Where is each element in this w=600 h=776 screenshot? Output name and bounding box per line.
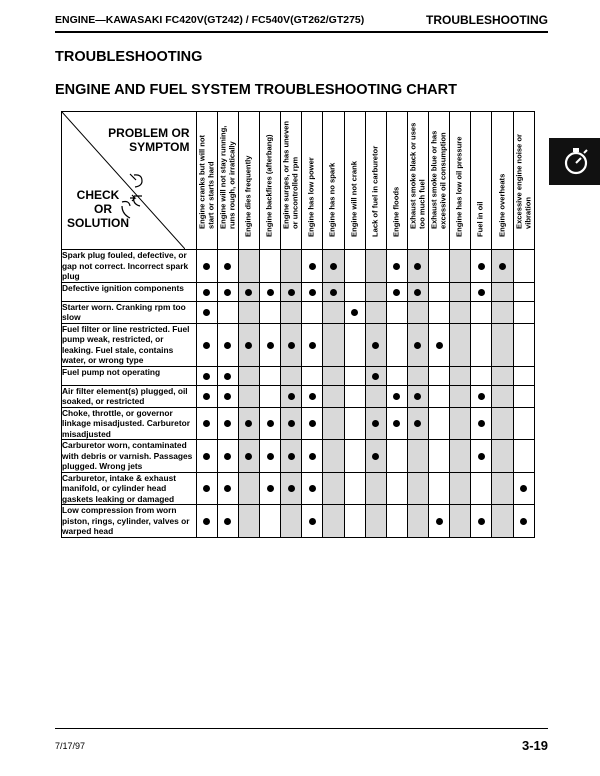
chart-cell	[365, 407, 386, 440]
chart-cell	[281, 301, 302, 323]
chart-cell	[407, 301, 428, 323]
bullet-mark	[288, 342, 295, 349]
chart-cell	[259, 472, 280, 505]
chart-cell	[323, 505, 344, 538]
bullet-mark	[267, 289, 274, 296]
chart-cell	[323, 472, 344, 505]
chart-cell	[365, 250, 386, 283]
chart-cell	[217, 301, 238, 323]
chart-cell	[513, 385, 534, 407]
chart-cell	[513, 407, 534, 440]
header-right-title: TROUBLESHOOTING	[426, 13, 548, 27]
chart-cell	[344, 282, 365, 301]
chart-cell	[217, 366, 238, 385]
chart-cell	[217, 250, 238, 283]
chart-cell	[513, 282, 534, 301]
chart-cell	[259, 407, 280, 440]
running-header	[55, 14, 548, 30]
table-row	[62, 385, 535, 407]
symptom-label: Engine will not crank	[349, 161, 359, 238]
symptom-label: Engine has no spark	[328, 163, 338, 238]
chart-cell	[259, 366, 280, 385]
chart-cell	[450, 366, 471, 385]
chart-cell	[259, 301, 280, 323]
chart-cell	[344, 301, 365, 323]
chart-cell	[238, 472, 259, 505]
chart-cell	[302, 440, 323, 473]
bullet-mark	[330, 289, 337, 296]
bullet-mark	[478, 393, 485, 400]
bullet-mark	[203, 518, 210, 525]
chart-cell	[344, 323, 365, 366]
bullet-mark	[224, 453, 231, 460]
chart-cell	[302, 407, 323, 440]
bullet-mark	[203, 342, 210, 349]
chart-cell	[386, 301, 407, 323]
chart-cell	[196, 282, 217, 301]
chart-cell	[407, 505, 428, 538]
bullet-mark	[288, 485, 295, 492]
cause-label: Air filter element(s) plugged, oil soaked, or restricted	[62, 385, 197, 407]
cause-label: Carburetor, intake & exhaust manifold, or cylinder head gaskets leaking or damaged	[62, 472, 197, 505]
chart-cell	[217, 472, 238, 505]
chart-cell	[471, 323, 492, 366]
chart-cell	[429, 250, 450, 283]
bullet-mark	[478, 263, 485, 270]
chart-cell	[407, 323, 428, 366]
chart-cell	[407, 472, 428, 505]
table-row	[62, 472, 535, 505]
check-or-solution-label: CHECK OR SOLUTION	[67, 188, 129, 230]
chart-cell	[471, 505, 492, 538]
bullet-mark	[372, 420, 379, 427]
chart-cell	[365, 301, 386, 323]
bullet-mark	[414, 289, 421, 296]
cause-label: Carburetor worn, contaminated with debris or varnish. Passages plugged. Wrong jets	[62, 440, 197, 473]
symptom-column-header	[429, 112, 450, 250]
chart-cell	[450, 323, 471, 366]
chart-cell	[429, 407, 450, 440]
chart-cell	[217, 407, 238, 440]
chart-cell	[386, 472, 407, 505]
bullet-mark	[372, 373, 379, 380]
symptom-column-header	[323, 112, 344, 250]
bullet-mark	[309, 420, 316, 427]
chart-cell	[281, 440, 302, 473]
chart-cell	[429, 385, 450, 407]
bullet-mark	[288, 453, 295, 460]
chart-cell	[386, 366, 407, 385]
chart-cell	[281, 505, 302, 538]
cause-label: Starter worn. Cranking rpm too slow	[62, 301, 197, 323]
chart-cell	[196, 250, 217, 283]
chart-cell	[302, 282, 323, 301]
symptom-label: Engine backfires (afterbang)	[264, 134, 274, 238]
chart-cell	[492, 472, 513, 505]
chart-cell	[386, 250, 407, 283]
chart-cell	[259, 385, 280, 407]
chart-cell	[344, 440, 365, 473]
bullet-mark	[393, 289, 400, 296]
page-title: TROUBLESHOOTING	[55, 49, 203, 65]
bullet-mark	[267, 342, 274, 349]
chart-cell	[450, 385, 471, 407]
chart-cell	[281, 282, 302, 301]
chart-cell	[344, 366, 365, 385]
chart-cell	[471, 282, 492, 301]
bullet-mark	[309, 485, 316, 492]
bullet-mark	[267, 420, 274, 427]
chart-cell	[450, 407, 471, 440]
bullet-mark	[309, 393, 316, 400]
bullet-mark	[224, 420, 231, 427]
bullet-mark	[224, 485, 231, 492]
bullet-mark	[288, 289, 295, 296]
chart-cell	[196, 505, 217, 538]
bullet-mark	[203, 309, 210, 316]
symptom-column-header	[365, 112, 386, 250]
chart-cell	[471, 366, 492, 385]
symptom-label: Lack of fuel in carburetor	[370, 146, 380, 238]
chart-cell	[196, 472, 217, 505]
chart-cell	[429, 472, 450, 505]
chart-cell	[196, 385, 217, 407]
chart-cell	[407, 366, 428, 385]
bullet-mark	[499, 263, 506, 270]
chart-cell	[302, 385, 323, 407]
table-row	[62, 505, 535, 538]
troubleshooting-chart	[61, 111, 535, 538]
bullet-mark	[478, 289, 485, 296]
bullet-mark	[436, 342, 443, 349]
chart-cell	[323, 366, 344, 385]
chart-cell	[196, 301, 217, 323]
chart-cell	[365, 282, 386, 301]
bullet-mark	[414, 342, 421, 349]
bullet-mark	[414, 420, 421, 427]
chart-cell	[429, 440, 450, 473]
bullet-mark	[224, 518, 231, 525]
bullet-mark	[372, 342, 379, 349]
chart-cell	[323, 440, 344, 473]
bullet-mark	[520, 485, 527, 492]
chart-cell	[217, 505, 238, 538]
chart-cell	[492, 440, 513, 473]
symptom-column-header	[259, 112, 280, 250]
symptom-column-header	[238, 112, 259, 250]
chart-cell	[323, 250, 344, 283]
table-row	[62, 301, 535, 323]
problem-or-symptom-label: PROBLEM OR SYMPTOM	[108, 126, 190, 154]
chart-cell	[196, 323, 217, 366]
table-row	[62, 323, 535, 366]
symptom-column-header	[302, 112, 323, 250]
bullet-mark	[309, 263, 316, 270]
chart-cell	[513, 505, 534, 538]
bullet-mark	[309, 453, 316, 460]
chart-cell	[323, 323, 344, 366]
chart-cell	[386, 282, 407, 301]
chart-corner-cell	[62, 112, 197, 250]
chart-cell	[450, 282, 471, 301]
chart-cell	[492, 250, 513, 283]
chart-cell	[302, 366, 323, 385]
bullet-mark	[393, 263, 400, 270]
bullet-mark	[203, 420, 210, 427]
chart-cell	[281, 472, 302, 505]
chart-cell	[281, 385, 302, 407]
chart-cell	[513, 301, 534, 323]
chart-cell	[281, 366, 302, 385]
symptom-label: Engine has low oil pressure	[454, 136, 464, 238]
cause-label: Spark plug fouled, defective, or gap not correct. Incorrect spark plug	[62, 250, 197, 283]
bullet-mark	[351, 309, 358, 316]
bullet-mark	[520, 518, 527, 525]
chart-cell	[471, 250, 492, 283]
chart-cell	[302, 250, 323, 283]
symptom-label: Exhaust smoke black or uses too much fuel	[408, 122, 426, 229]
chart-cell	[344, 250, 365, 283]
stopwatch-icon	[549, 138, 600, 185]
bullet-mark	[224, 289, 231, 296]
bullet-mark	[224, 342, 231, 349]
chart-cell	[492, 407, 513, 440]
chart-cell	[450, 505, 471, 538]
symptom-column-header	[281, 112, 302, 250]
chart-cell	[259, 250, 280, 283]
symptom-column-header	[492, 112, 513, 250]
footer-date: 7/17/97	[55, 741, 86, 751]
bullet-mark	[224, 393, 231, 400]
symptom-label: Engine dies frequently	[243, 155, 253, 238]
chart-cell	[492, 282, 513, 301]
chart-cell	[281, 323, 302, 366]
table-row	[62, 250, 535, 283]
symptom-column-header	[471, 112, 492, 250]
symptom-label: Engine overheats	[497, 174, 507, 238]
chart-cell	[450, 440, 471, 473]
chart-cell	[492, 385, 513, 407]
bullet-mark	[203, 263, 210, 270]
bullet-mark	[478, 453, 485, 460]
chart-cell	[238, 250, 259, 283]
chart-cell	[344, 385, 365, 407]
chart-cell	[513, 472, 534, 505]
chart-cell	[217, 282, 238, 301]
symptom-column-header	[386, 112, 407, 250]
symptom-column-header	[407, 112, 428, 250]
chart-cell	[344, 472, 365, 505]
chart-cell	[217, 323, 238, 366]
chart-cell	[281, 250, 302, 283]
chart-cell	[238, 407, 259, 440]
chart-cell	[429, 505, 450, 538]
chart-cell	[302, 323, 323, 366]
chart-cell	[365, 366, 386, 385]
chart-cell	[513, 250, 534, 283]
chart-cell	[217, 440, 238, 473]
chart-cell	[429, 282, 450, 301]
chart-cell	[386, 407, 407, 440]
bullet-mark	[309, 289, 316, 296]
symptom-label: Excessive engine noise or vibration	[514, 133, 532, 229]
chart-cell	[365, 505, 386, 538]
chart-cell	[238, 323, 259, 366]
chart-cell	[407, 250, 428, 283]
symptom-column-header	[196, 112, 217, 250]
chart-cell	[238, 385, 259, 407]
bullet-mark	[203, 373, 210, 380]
bullet-mark	[478, 420, 485, 427]
symptom-label: Engine cranks but will not start or starts hard	[196, 134, 215, 229]
symptom-label: Fuel in oil	[476, 201, 486, 238]
chart-cell	[259, 440, 280, 473]
chart-cell	[386, 385, 407, 407]
chart-cell	[281, 407, 302, 440]
chart-cell	[238, 301, 259, 323]
chart-cell	[471, 385, 492, 407]
bullet-mark	[267, 453, 274, 460]
engine-tab-icon	[549, 138, 600, 185]
chart-cell	[365, 323, 386, 366]
symptom-column-header	[217, 112, 238, 250]
chart-cell	[450, 250, 471, 283]
chart-cell	[471, 472, 492, 505]
symptom-label: Engine has low power	[306, 157, 316, 238]
table-row	[62, 282, 535, 301]
chart-cell	[196, 366, 217, 385]
bullet-mark	[414, 393, 421, 400]
chart-cell	[407, 282, 428, 301]
chart-body	[62, 250, 535, 538]
chart-cell	[492, 366, 513, 385]
chart-cell	[323, 301, 344, 323]
chart-cell	[259, 323, 280, 366]
bullet-mark	[245, 420, 252, 427]
symptom-column-header	[344, 112, 365, 250]
bullet-mark	[309, 518, 316, 525]
chart-cell	[407, 407, 428, 440]
bullet-mark	[393, 393, 400, 400]
chart-cell	[386, 505, 407, 538]
symptom-column-header	[513, 112, 534, 250]
chart-cell	[238, 282, 259, 301]
symptom-label: Engine floods	[391, 187, 401, 238]
table-row	[62, 407, 535, 440]
chart-cell	[323, 282, 344, 301]
bullet-mark	[203, 485, 210, 492]
chart-cell	[471, 301, 492, 323]
chart-cell	[302, 301, 323, 323]
bullet-mark	[330, 263, 337, 270]
chart-cell	[344, 505, 365, 538]
bullet-mark	[224, 373, 231, 380]
chart-title: ENGINE AND FUEL SYSTEM TROUBLESHOOTING CHART	[55, 82, 457, 98]
chart-cell	[450, 472, 471, 505]
bullet-mark	[414, 263, 421, 270]
bullet-mark	[224, 263, 231, 270]
chart-cell	[513, 323, 534, 366]
table-row	[62, 366, 535, 385]
chart-cell	[386, 440, 407, 473]
bullet-mark	[372, 453, 379, 460]
bullet-mark	[288, 393, 295, 400]
chart-cell	[323, 385, 344, 407]
chart-cell	[492, 323, 513, 366]
chart-cell	[492, 505, 513, 538]
chart-cell	[492, 301, 513, 323]
bullet-mark	[203, 453, 210, 460]
chart-cell	[513, 440, 534, 473]
chart-cell	[323, 407, 344, 440]
chart-cell	[365, 385, 386, 407]
bullet-mark	[267, 485, 274, 492]
chart-cell	[429, 366, 450, 385]
bullet-mark	[393, 420, 400, 427]
chart-cell	[386, 323, 407, 366]
chart-cell	[259, 282, 280, 301]
cause-label: Low compression from worn piston, rings, cylinder, valves or warped head	[62, 505, 197, 538]
symptom-label: Engine surges, or has uneven or uncontrolled rpm	[281, 120, 300, 229]
chart-cell	[259, 505, 280, 538]
table-row	[62, 440, 535, 473]
chart-cell	[407, 385, 428, 407]
chart-cell	[344, 407, 365, 440]
chart-cell	[238, 366, 259, 385]
chart-cell	[302, 505, 323, 538]
symptom-label: Engine will not stay running, runs rough, or irratically	[218, 125, 236, 229]
bullet-mark	[203, 393, 210, 400]
bullet-mark	[436, 518, 443, 525]
chart-cell	[407, 440, 428, 473]
chart-cell	[196, 440, 217, 473]
cause-label: Defective ignition components	[62, 282, 197, 301]
chart-cell	[471, 440, 492, 473]
bullet-mark	[309, 342, 316, 349]
header-rule	[55, 31, 548, 33]
chart-cell	[429, 301, 450, 323]
cause-label: Fuel pump not operating	[62, 366, 197, 385]
chart-cell	[217, 385, 238, 407]
chart-cell	[365, 472, 386, 505]
footer-rule	[55, 728, 548, 729]
bullet-mark	[288, 420, 295, 427]
chart-cell	[302, 472, 323, 505]
chart-header-row	[62, 112, 535, 250]
bullet-mark	[245, 289, 252, 296]
chart-cell	[471, 407, 492, 440]
chart-cell	[429, 323, 450, 366]
symptom-column-header	[450, 112, 471, 250]
chart-cell	[513, 366, 534, 385]
chart-cell	[365, 440, 386, 473]
cause-label: Choke, throttle, or governor linkage misadjusted. Carburetor misadjusted	[62, 407, 197, 440]
cause-label: Fuel filter or line restricted. Fuel pump weak, restricted, or leaking. Fuel stale, contains water, or wrong type	[62, 323, 197, 366]
header-left-title: ENGINE—KAWASAKI FC420V(GT242) / FC540V(GT262/GT275)	[55, 14, 365, 26]
page-number: 3-19	[521, 738, 548, 753]
chart-cell	[450, 301, 471, 323]
bullet-mark	[203, 289, 210, 296]
chart-cell	[196, 407, 217, 440]
symptom-label: Exhaust smoke blue or has excessive oil consumption	[429, 130, 448, 229]
chart-cell	[238, 440, 259, 473]
bullet-mark	[245, 342, 252, 349]
bullet-mark	[245, 453, 252, 460]
chart-cell	[238, 505, 259, 538]
bullet-mark	[478, 518, 485, 525]
